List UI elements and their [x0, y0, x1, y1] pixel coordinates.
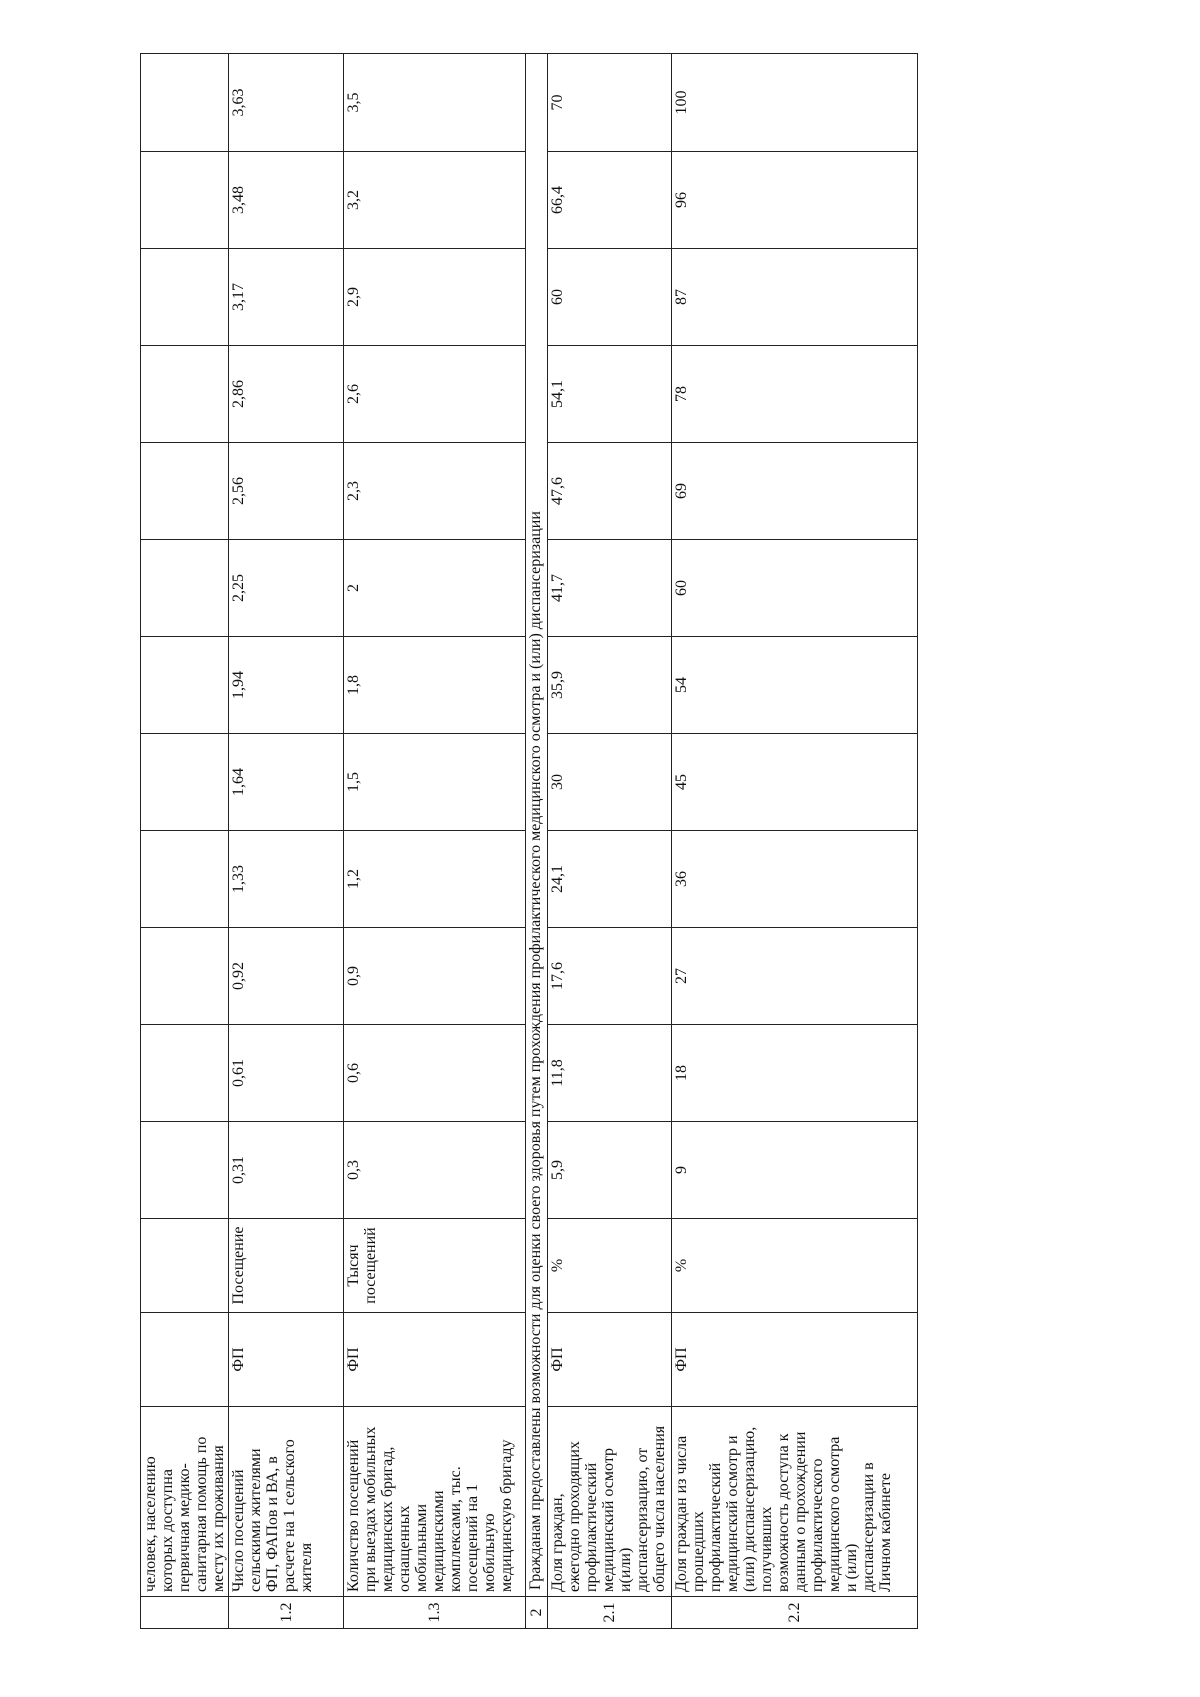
unit-cell: %: [548, 1219, 672, 1313]
value-cell: 87: [672, 249, 918, 346]
value-cell: [141, 637, 229, 734]
value-cell: 3,17: [229, 249, 344, 346]
table-row: [229, 54, 344, 1629]
value-cell: 3,63: [229, 54, 344, 152]
table-row: [344, 54, 526, 1629]
indicator-type: ФП: [672, 1313, 918, 1407]
value-cell: 54: [672, 637, 918, 734]
value-cell: 2,56: [229, 443, 344, 540]
value-cell: [141, 734, 229, 831]
value-cell: [141, 249, 229, 346]
value-cell: 3,2: [344, 152, 526, 249]
value-cell: [141, 1025, 229, 1122]
section-number: 2: [526, 1597, 548, 1629]
section-row: [526, 54, 548, 1629]
section-title: Гражданам предоставлены возможности для оценки своего здоровья путем прохождения профилактического медицинского осмотра и (или) диспансеризации: [526, 54, 548, 1597]
value-cell: 2,6: [344, 346, 526, 443]
value-cell: 1,8: [344, 637, 526, 734]
value-cell: 0,3: [344, 1122, 526, 1219]
value-cell: 3,5: [344, 54, 526, 152]
row-number: [141, 1597, 229, 1629]
value-cell: 0,92: [229, 928, 344, 1025]
value-cell: [141, 928, 229, 1025]
value-cell: 11,8: [548, 1025, 672, 1122]
value-cell: [141, 346, 229, 443]
indicator-type: [141, 1313, 229, 1407]
value-cell: 9: [672, 1122, 918, 1219]
unit-cell: Тысяч посещений: [344, 1219, 526, 1313]
value-cell: 47,6: [548, 443, 672, 540]
row-number: 2.2: [672, 1597, 918, 1629]
unit-cell: %: [672, 1219, 918, 1313]
value-cell: 2: [344, 540, 526, 637]
value-cell: 24,1: [548, 831, 672, 928]
value-cell: 1,5: [344, 734, 526, 831]
row-number: 2.1: [548, 1597, 672, 1629]
indicator-name: человек, населению которых доступна первичная медико- санитарная помощь по месту их проживания: [141, 1407, 229, 1597]
value-cell: 1,94: [229, 637, 344, 734]
value-cell: 78: [672, 346, 918, 443]
value-cell: 96: [672, 152, 918, 249]
unit-cell: [141, 1219, 229, 1313]
value-cell: 1,2: [344, 831, 526, 928]
unit-cell: Посещение: [229, 1219, 344, 1313]
value-cell: 3,48: [229, 152, 344, 249]
value-cell: 0,31: [229, 1122, 344, 1219]
value-cell: 69: [672, 443, 918, 540]
value-cell: 41,7: [548, 540, 672, 637]
value-cell: [141, 152, 229, 249]
value-cell: 2,86: [229, 346, 344, 443]
value-cell: 60: [548, 249, 672, 346]
value-cell: 1,33: [229, 831, 344, 928]
indicator-type: ФП: [548, 1313, 672, 1407]
value-cell: 18: [672, 1025, 918, 1122]
value-cell: 0,6: [344, 1025, 526, 1122]
table-row: [672, 54, 918, 1629]
indicator-name: Доля граждан из числа прошедших профилактический медицинский осмотр и (или) диспансеризацию, получивших возможность доступа к данным о прохождении профилактического медицинского осмотра и (или) диспансеризации в Личном кабинете: [672, 1407, 918, 1597]
value-cell: 70: [548, 54, 672, 152]
value-cell: 27: [672, 928, 918, 1025]
value-cell: 5,9: [548, 1122, 672, 1219]
value-cell: 36: [672, 831, 918, 928]
value-cell: 35,9: [548, 637, 672, 734]
indicator-name: Доля граждан, ежегодно проходящих профилактический медицинский осмотр и(или) диспансеризацию, от общего числа населения: [548, 1407, 672, 1597]
value-cell: 1,64: [229, 734, 344, 831]
row-number: 1.3: [344, 1597, 526, 1629]
value-cell: 0,61: [229, 1025, 344, 1122]
value-cell: 2,3: [344, 443, 526, 540]
value-cell: 100: [672, 54, 918, 152]
value-cell: 2,25: [229, 540, 344, 637]
indicator-type: ФП: [229, 1313, 344, 1407]
value-cell: [141, 540, 229, 637]
value-cell: [141, 1122, 229, 1219]
value-cell: 17,6: [548, 928, 672, 1025]
table-row: [141, 54, 229, 1629]
value-cell: [141, 831, 229, 928]
value-cell: 30: [548, 734, 672, 831]
value-cell: 2,9: [344, 249, 526, 346]
value-cell: 54,1: [548, 346, 672, 443]
table-row: [548, 54, 672, 1629]
indicator-name: Число посещений сельскими жителями ФП, ФАПов и ВА, в расчете на 1 сельского жителя: [229, 1407, 344, 1597]
value-cell: 66,4: [548, 152, 672, 249]
value-cell: [141, 443, 229, 540]
value-cell: 45: [672, 734, 918, 831]
value-cell: 0,9: [344, 928, 526, 1025]
indicator-type: ФП: [344, 1313, 526, 1407]
indicators-table: [140, 53, 918, 1629]
value-cell: [141, 54, 229, 152]
value-cell: 60: [672, 540, 918, 637]
row-number: 1.2: [229, 1597, 344, 1629]
indicator-name: Количство посещений при выездах мобильных медицинских бригад, оснащенных мобильными медицинскими комплексами, тыс. посещений на 1 мобильную медицинскую бригаду: [344, 1407, 526, 1597]
